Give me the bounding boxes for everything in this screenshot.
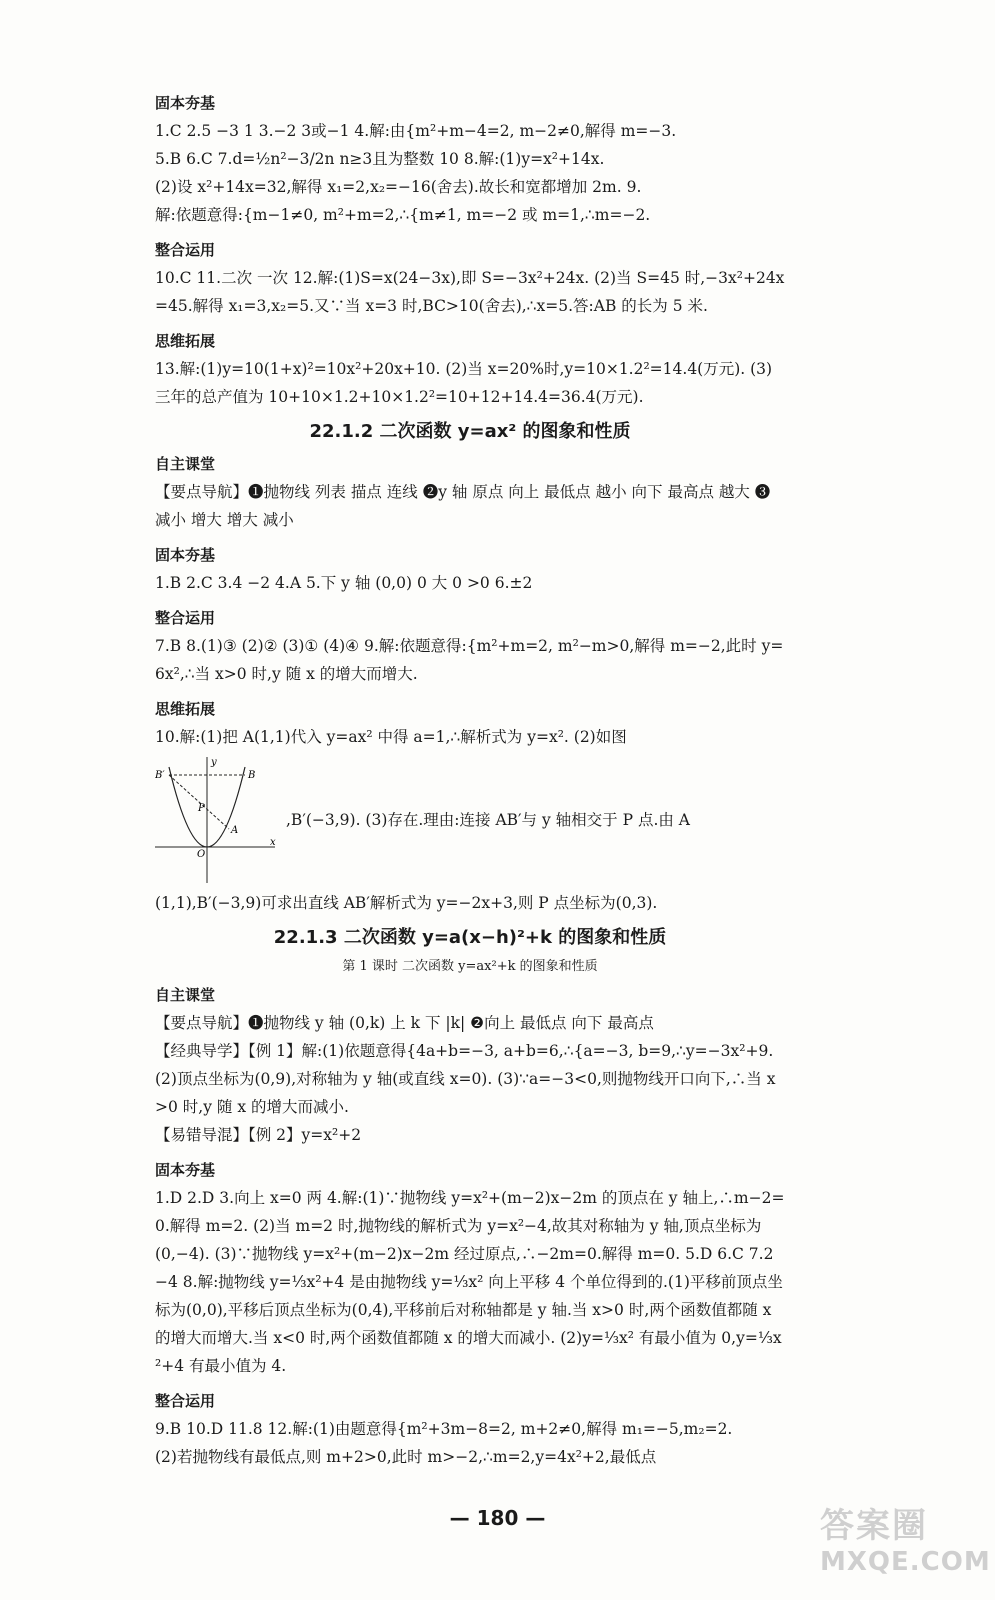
answer-text: (2)顶点坐标为(0,9),对称轴为 y 轴(或直线 x=0). (3)∵a=−3<0,则抛物线开口向下,∴当 x>0 时,y 随 x 的增大而减小. [155, 1070, 776, 1116]
figure-row [155, 755, 785, 885]
section-heading: 思维拓展 [155, 332, 216, 350]
answer-text: 【易错导混】【例 2】y=x²+2 [155, 1126, 362, 1144]
answer-text: 1.C 2.5 −3 1 3.−2 3或−1 4.解:由{m²+m−4=2, m−2≠0,解得 m=−3. [155, 122, 677, 140]
fig-label-y: y [211, 757, 217, 768]
answer-text: 13.解:(1)y=10(1+x)²=10x²+20x+10. (2)当 x=20%时,y=10×1.2²=14.4(万元). (3)三年的总产值为 10+10×1.2+10×1.2²=10+12+14.4=36.4(万元). [155, 360, 773, 406]
fig-label-bprime: B′ [155, 770, 165, 781]
answer-text: 解:依题意得:{m−1≠0, m²+m=2,∴{m≠1, m=−2 或 m=1,∴m=−2. [155, 206, 651, 224]
fig-label-x: x [270, 837, 276, 848]
section-heading: 固本夯基 [155, 94, 216, 112]
fig-label-o: O [197, 849, 206, 860]
figure-caption: ,B′(−3,9). (3)存在.理由:连接 AB′与 y 轴相交于 P 点.由 A [286, 811, 690, 829]
answer-text: (2)设 x²+14x=32,解得 x₁=2,x₂=−16(舍去).故长和宽都增加 2m. 9. [155, 178, 642, 196]
section-heading: 整合运用 [155, 1392, 216, 1410]
lesson-subtitle: 第 1 课时 二次函数 y=ax²+k 的图象和性质 [342, 959, 598, 974]
fig-label-p: P [198, 803, 205, 814]
answer-text: 5.B 6.C 7.d=½n²−3/2n n≥3且为整数 10 8.解:(1)y=x²+14x. [155, 150, 605, 168]
section-heading: 自主课堂 [155, 455, 216, 473]
watermark-logo [820, 1498, 991, 1588]
section-heading: 整合运用 [155, 609, 216, 627]
lesson-title: 22.1.3 二次函数 y=a(x−h)²+k 的图象和性质 [273, 927, 667, 948]
section-heading: 思维拓展 [155, 700, 216, 718]
fig-label-a: A [231, 825, 239, 836]
answer-text: 1.B 2.C 3.4 −2 4.A 5.下 y 轴 (0,0) 0 大 0 >0 6.±2 [155, 574, 533, 592]
section-heading: 固本夯基 [155, 546, 216, 564]
section-heading: 自主课堂 [155, 986, 216, 1004]
answer-text: (1,1),B′(−3,9)可求出直线 AB′解析式为 y=−2x+3,则 P 点坐标为(0,3). [155, 894, 658, 912]
answer-text: 7.B 8.(1)③ (2)② (3)① (4)④ 9.解:依题意得:{m²+m=2, m²−m>0,解得 m=−2,此时 y=6x²,∴当 x>0 时,y 随 x 的增大而增大. [155, 637, 784, 683]
answer-text: 【经典导学】【例 1】解:(1)依题意得{4a+b=−3, a+b=6,∴{a=−3, b=9,∴y=−3x²+9. [155, 1042, 774, 1060]
answer-text: 【要点导航】❶抛物线 y 轴 (0,k) 上 k 下 |k| ❷向上 最低点 向下 最高点 [155, 1014, 654, 1032]
fig-label-b: B [248, 770, 256, 781]
watermark-top: 答案圈 [820, 1506, 928, 1546]
answer-text: 1.D 2.D 3.向上 x=0 两 4.解:(1)∵抛物线 y=x²+(m−2)x−2m 的顶点在 y 轴上,∴m−2=0.解得 m=2. (2)当 m=2 时,抛物线的解析式为 y=x²−4,故其对称轴为 y 轴,顶点坐标为(0,−4). (3)∵抛物线 y=x²+(m−2)x−2m 经过原点,∴−2m=0.解得 m=0. 5.D 6.C 7.2 −4 8.解:抛物线 y=⅓x²+4 是由抛物线 y=⅓x² 向上平移 4 个单位得到的.(1)平移前顶点坐标为(0,0),平移后顶点坐标为(0,4),平移前后对称轴都是 y 轴.当 x>0 时,两个函数值都随 x 的增大而增大.当 x<0 时,两个函数值都随 x 的增大而减小. (2)y=⅓x² 有最小值为 0,y=⅓x²+4 有最小值为 4. [155, 1189, 785, 1375]
answer-text: 9.B 10.D 11.8 12.解:(1)由题意得{m²+3m−8=2, m+2≠0,解得 m₁=−5,m₂=2. [155, 1420, 733, 1438]
answer-text: (2)若抛物线有最低点,则 m+2>0,此时 m>−2,∴m=2,y=4x²+2,最低点 [155, 1448, 657, 1466]
answer-text: 【要点导航】❶抛物线 列表 描点 连线 ❷y 轴 原点 向上 最低点 越小 向下 最高点 越大 ❸减小 增大 增大 减小 [155, 483, 771, 529]
answer-text: 10.解:(1)把 A(1,1)代入 y=ax² 中得 a=1,∴解析式为 y=x². (2)如图 [155, 728, 627, 746]
answer-text: 10.C 11.二次 一次 12.解:(1)S=x(24−3x),即 S=−3x²+24x. (2)当 S=45 时,−3x²+24x=45.解得 x₁=3,x₂=5.又∵当 x=3 时,BC>10(舍去),∴x=5.答:AB 的长为 5 米. [155, 269, 785, 315]
watermark-bottom: MXQE.COM [820, 1547, 991, 1577]
section-heading: 整合运用 [155, 241, 216, 259]
lesson-title: 22.1.2 二次函数 y=ax² 的图象和性质 [309, 421, 631, 442]
answer-page [155, 82, 785, 1471]
page-number: — 180 — [449, 1506, 546, 1530]
section-heading: 固本夯基 [155, 1161, 216, 1179]
parabola-figure [155, 755, 280, 885]
